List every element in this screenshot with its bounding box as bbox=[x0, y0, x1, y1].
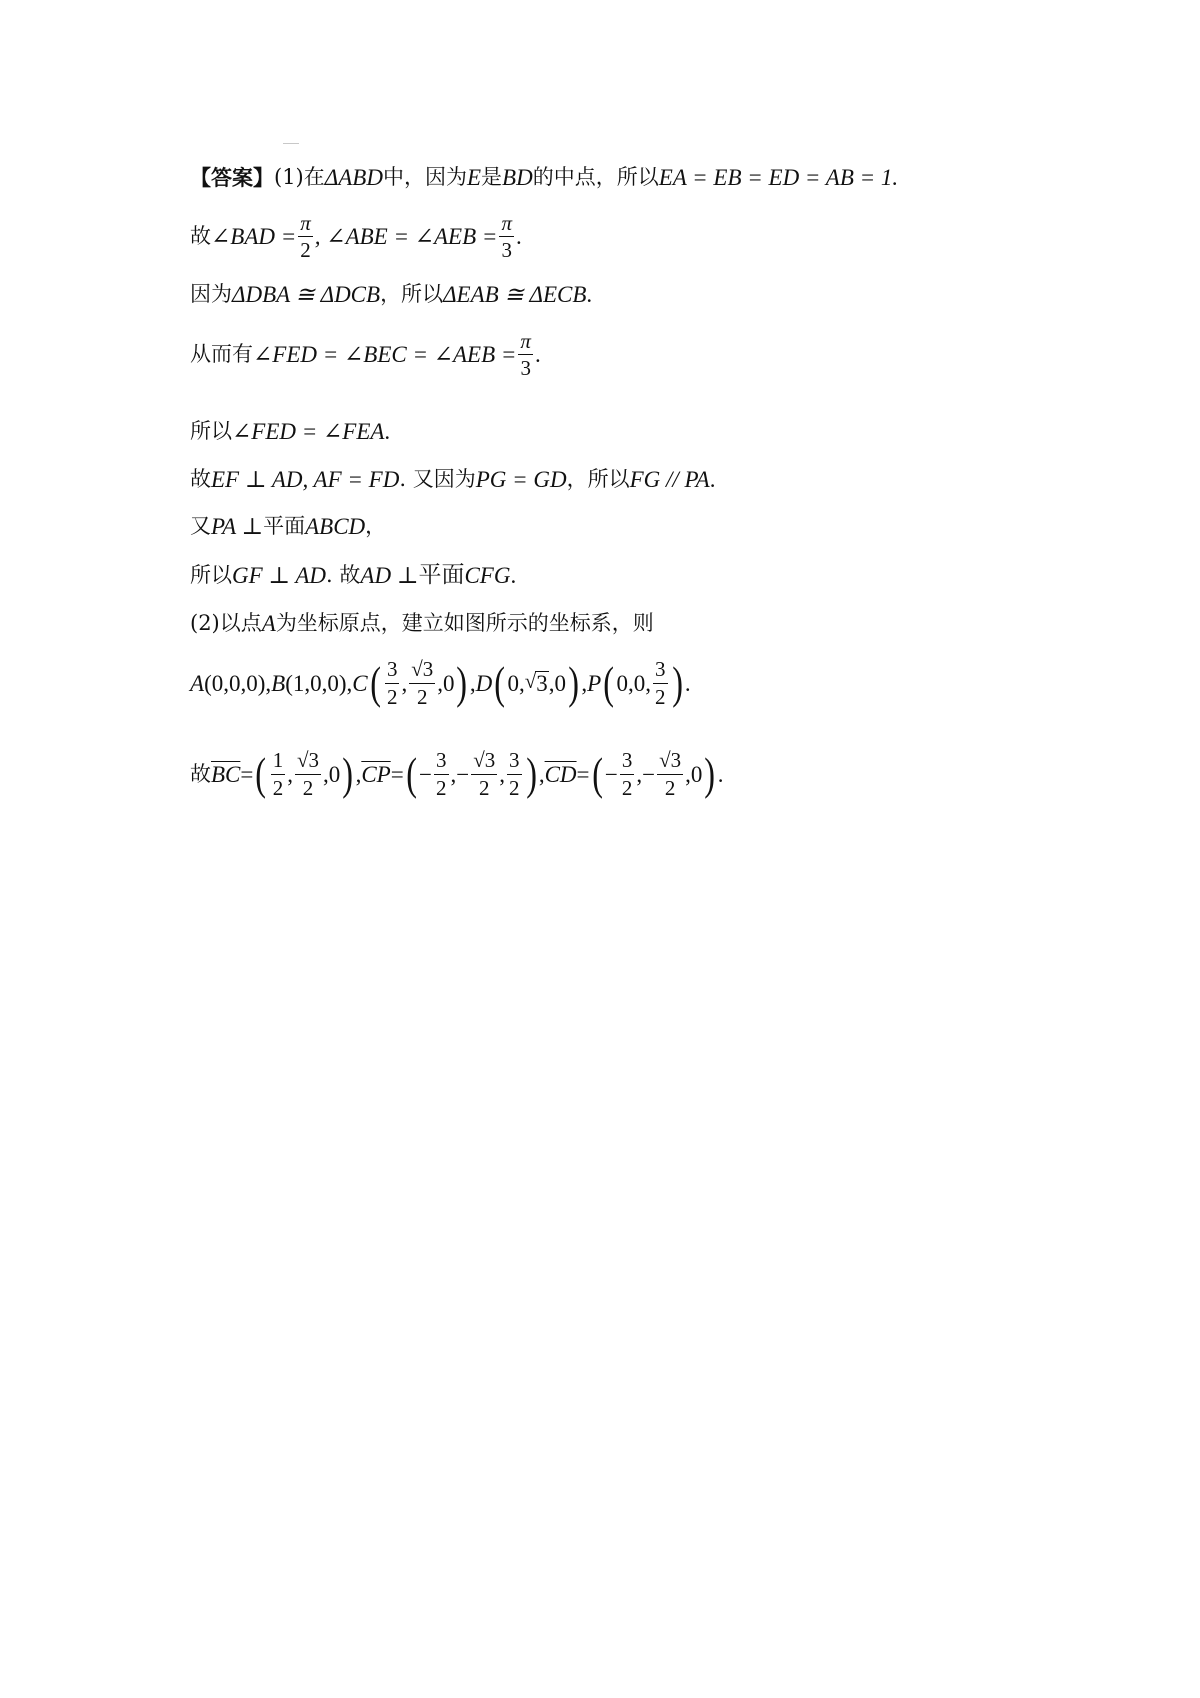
left-paren: ( bbox=[591, 748, 603, 799]
math-angle: ∠FED = ∠FEA bbox=[232, 419, 385, 444]
fraction bbox=[271, 749, 286, 798]
text: 在 bbox=[303, 165, 325, 189]
numerator: 3 bbox=[653, 658, 668, 683]
text: 为坐标原点，建立如图所示的坐标系，则 bbox=[275, 611, 654, 635]
coordinate: ,0 bbox=[548, 670, 567, 696]
left-paren: ( bbox=[369, 657, 381, 708]
fraction bbox=[653, 658, 668, 707]
punct: . bbox=[515, 224, 522, 250]
coordinate: ,0 bbox=[685, 761, 703, 787]
coordinate: 0,0, bbox=[616, 670, 652, 696]
numerator: √3 bbox=[295, 749, 321, 774]
coordinate: ,0 bbox=[437, 670, 455, 696]
text: 故 bbox=[190, 224, 211, 249]
math-congruence: ΔEAB ≅ ΔECB bbox=[443, 282, 587, 307]
text: 所以 bbox=[190, 563, 232, 587]
numerator: 3 bbox=[507, 749, 522, 774]
fraction bbox=[507, 749, 522, 798]
part1-label: (1) bbox=[274, 165, 304, 189]
answer-label: 【答案】 bbox=[190, 165, 274, 190]
point-label: A bbox=[190, 670, 205, 696]
text: 是 bbox=[481, 165, 503, 189]
denominator: 3 bbox=[501, 238, 512, 263]
answer-line-6 bbox=[190, 468, 715, 491]
math-equation: PG = GD bbox=[475, 467, 567, 492]
math-var: E bbox=[466, 165, 482, 190]
comma: , bbox=[355, 761, 362, 787]
point-label: B bbox=[271, 670, 286, 696]
comma: , bbox=[287, 761, 293, 787]
answer-line-2 bbox=[190, 212, 522, 261]
answer-line-8 bbox=[190, 564, 516, 587]
fraction bbox=[620, 749, 635, 798]
left-paren: ( bbox=[405, 748, 417, 799]
vector-label: $\overline{BC}$ bbox=[211, 761, 241, 787]
vector-label: $\overline{CP}$ bbox=[361, 761, 391, 787]
fraction bbox=[499, 212, 514, 261]
text: ，所以 bbox=[380, 282, 444, 306]
comma: , bbox=[469, 670, 476, 696]
right-paren: ) bbox=[342, 748, 354, 799]
denominator: 2 bbox=[302, 775, 314, 800]
denominator: 3 bbox=[520, 356, 531, 381]
punct: . bbox=[384, 419, 391, 444]
numerator: √3 bbox=[657, 749, 683, 774]
fraction bbox=[298, 212, 313, 261]
fraction bbox=[295, 749, 321, 798]
text: 的中点，所以 bbox=[532, 165, 659, 189]
answer-line-3 bbox=[190, 283, 592, 306]
punct: . bbox=[534, 342, 541, 368]
left-paren: ( bbox=[255, 748, 267, 799]
text: ， bbox=[365, 514, 387, 538]
text: . 又因为 bbox=[399, 467, 476, 491]
text: 所以 bbox=[190, 419, 232, 443]
answer-line-1 bbox=[190, 166, 898, 189]
point-label: C bbox=[352, 670, 368, 696]
text: 从而有 bbox=[190, 342, 253, 367]
numerator: 3 bbox=[620, 749, 635, 774]
text: ，所以 bbox=[566, 467, 630, 491]
right-paren: ) bbox=[525, 748, 537, 799]
math-equation: EA = EB = ED = AB = 1. bbox=[658, 165, 899, 190]
math-plane: ABCD bbox=[305, 514, 366, 539]
fraction bbox=[518, 330, 533, 379]
numerator: π bbox=[518, 330, 533, 355]
equals: = bbox=[576, 761, 590, 787]
math-perpendicular: PA ⊥ bbox=[211, 514, 264, 539]
fraction bbox=[409, 658, 435, 707]
part2-label: (2) bbox=[190, 611, 220, 635]
denominator: 2 bbox=[664, 775, 676, 800]
denominator: 2 bbox=[479, 775, 490, 800]
denominator: 2 bbox=[416, 684, 428, 709]
math-plane: CFG bbox=[464, 563, 511, 588]
math-congruence: ΔDBA ≅ ΔDCB bbox=[232, 282, 381, 307]
coordinates: (0,0,0), bbox=[204, 670, 272, 696]
math-parallel: FG // PA bbox=[629, 467, 710, 492]
math-perpendicular: EF ⊥ AD, AF = FD bbox=[211, 467, 400, 492]
scan-mark bbox=[283, 143, 299, 144]
fraction bbox=[657, 749, 683, 798]
text: 故 bbox=[190, 467, 211, 491]
minus: − bbox=[604, 761, 618, 787]
coordinates: (1,0,0), bbox=[285, 670, 353, 696]
denominator: 2 bbox=[272, 775, 284, 800]
math-perpendicular: AD ⊥ bbox=[360, 563, 419, 588]
equals: = bbox=[240, 761, 254, 787]
comma: , bbox=[499, 761, 506, 787]
punct: . bbox=[709, 467, 716, 492]
vector-label: $\overline{CD}$ bbox=[544, 761, 577, 787]
text: 又 bbox=[190, 514, 211, 538]
denominator: 2 bbox=[300, 238, 311, 263]
text: . 故 bbox=[326, 563, 361, 587]
coordinate: ,0 bbox=[322, 761, 341, 787]
answer-line-4 bbox=[190, 330, 541, 379]
punct: . bbox=[586, 282, 593, 307]
punct: . bbox=[510, 563, 517, 588]
radicand: 3 bbox=[536, 671, 548, 696]
numerator: √3 bbox=[409, 658, 435, 683]
numerator: 1 bbox=[271, 749, 286, 774]
denominator: 2 bbox=[655, 684, 666, 709]
math-var: A bbox=[261, 611, 276, 636]
point-label: D bbox=[475, 670, 493, 696]
coordinates-line bbox=[190, 654, 691, 712]
fraction bbox=[434, 749, 449, 798]
left-paren: ( bbox=[494, 657, 506, 708]
minus: − bbox=[419, 761, 432, 787]
answer-line-9 bbox=[190, 612, 654, 635]
sqrt bbox=[525, 671, 549, 695]
math-angle: ∠BAD = bbox=[211, 224, 297, 250]
math-angle: , ∠ABE = ∠AEB = bbox=[314, 224, 498, 250]
text: 平面 bbox=[418, 562, 465, 588]
text: 平面 bbox=[263, 514, 306, 538]
numerator: π bbox=[499, 212, 514, 237]
answer-line-7 bbox=[190, 515, 386, 538]
vectors-line bbox=[190, 744, 723, 804]
math-perpendicular: GF ⊥ AD bbox=[232, 563, 327, 588]
comma: , bbox=[538, 761, 545, 787]
comma: , bbox=[401, 670, 408, 696]
right-paren: ) bbox=[568, 657, 580, 708]
punct: . bbox=[684, 670, 691, 696]
comma: ,− bbox=[450, 761, 470, 787]
math-triangle: ΔABD bbox=[324, 165, 383, 190]
punct: . bbox=[717, 761, 724, 787]
numerator: π bbox=[298, 212, 313, 237]
left-paren: ( bbox=[603, 657, 615, 708]
denominator: 2 bbox=[509, 775, 520, 800]
math-segment: BD bbox=[502, 165, 533, 190]
comma: , bbox=[581, 670, 588, 696]
denominator: 2 bbox=[436, 775, 447, 800]
fraction bbox=[471, 749, 497, 798]
right-paren: ) bbox=[704, 748, 716, 799]
coordinate: 0, bbox=[507, 670, 525, 696]
fraction bbox=[385, 658, 400, 707]
math-angle: ∠FED = ∠BEC = ∠AEB = bbox=[253, 342, 517, 368]
numerator: 3 bbox=[385, 658, 400, 683]
text: 中，因为 bbox=[382, 165, 467, 189]
numerator: √3 bbox=[471, 749, 497, 774]
right-paren: ) bbox=[456, 657, 468, 708]
numerator: 3 bbox=[434, 749, 449, 774]
text: 以点 bbox=[219, 611, 262, 635]
denominator: 2 bbox=[386, 684, 398, 709]
radical-sign: √ bbox=[524, 669, 537, 693]
denominator: 2 bbox=[621, 775, 633, 800]
point-label: P bbox=[587, 670, 602, 696]
text: 故 bbox=[190, 761, 211, 786]
right-paren: ) bbox=[671, 657, 683, 708]
equals: = bbox=[390, 761, 404, 787]
text: 因为 bbox=[190, 282, 232, 306]
comma: ,− bbox=[636, 761, 656, 787]
answer-line-5 bbox=[190, 420, 390, 443]
